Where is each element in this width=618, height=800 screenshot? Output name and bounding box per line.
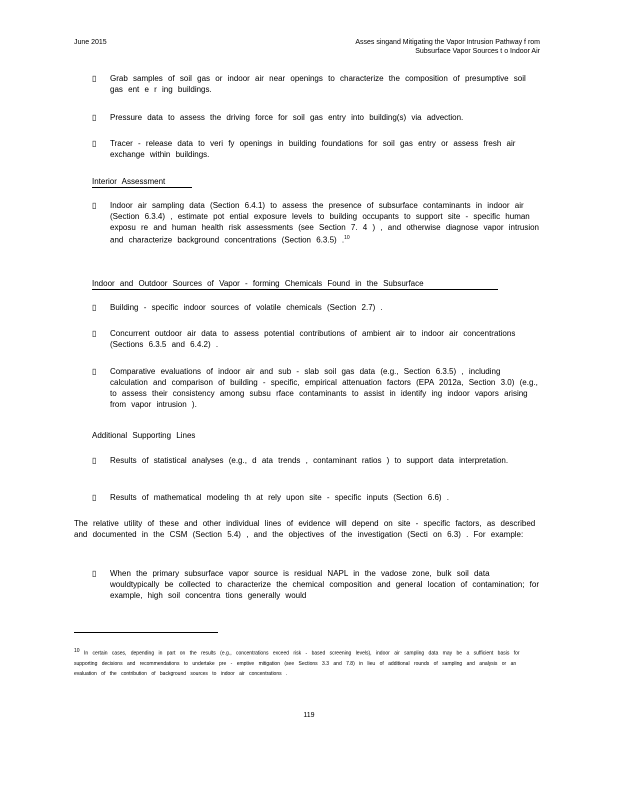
header-title-line2: Subsurface Vapor Sources t o Indoor Air xyxy=(415,48,540,55)
bullet-indoor-air-sampling: Indoor air sampling data (Section 6.4.1) to assess the presence of subsurface contaminants in indoor air (Section 6.3.4) , estimate pot ential exposure levels to building occupants to support site - specific human exposu re and human health risk assessments (see Section 7. 4 ) , and otherwise diagnose vapor intrusion and characterize background concentrations (Section 6.3.5) .$^{10}$ xyxy=(110,201,539,245)
header-title-line1: Asses singand Mitigating the Vapor Intrusion Pathway f rom xyxy=(355,39,540,46)
footnote-marker: 10 xyxy=(74,648,80,654)
bullet-glyph: ▯ xyxy=(92,329,97,338)
bullet-building-specific-sources: Building - specific indoor sources of volatile chemicals (Section 2.7) . xyxy=(110,303,383,312)
bullet-concurrent-outdoor-air: Concurrent outdoor air data to assess potential contributions of ambient air to indoor air concentrations (Sections 6.3.5 and 6.4.2) . xyxy=(110,329,516,349)
page-number: 119 xyxy=(303,712,315,719)
heading-indoor-outdoor-sources: Indoor and Outdoor Sources of Vapor - forming Chemicals Found in the Subsurface xyxy=(92,278,498,290)
footnote-ref[interactable]: 10 xyxy=(344,235,350,241)
footnote-separator xyxy=(74,632,218,633)
bullet-glyph: ▯ xyxy=(92,367,97,376)
heading-interior-assessment: Interior Assessment xyxy=(92,176,192,188)
bullet-glyph: ▯ xyxy=(92,139,97,148)
heading-additional-supporting-lines: Additional Supporting Lines xyxy=(92,431,196,440)
bullet-glyph: ▯ xyxy=(92,456,97,465)
header-date: June 2015 xyxy=(74,39,107,46)
bullet-mathematical-modeling: Results of mathematical modeling th at rely upon site - specific inputs (Section 6.6) . xyxy=(110,493,450,502)
bullet-when-primary-source: When the primary subsurface vapor source is residual NAPL in the vadose zone, bulk soil data wouldtypically be collected to characterize the chemical composition and general location of contamination; for example, high soil concentra tions generally would xyxy=(110,569,539,600)
bullet-glyph: ▯ xyxy=(92,201,97,210)
bullet-pressure-data: Pressure data to assess the driving force for soil gas entry into building(s) via advection. xyxy=(110,113,464,122)
bullet-statistical-analyses: Results of statistical analyses (e.g., d ata trends , contaminant ratios ) to support data interpretation. xyxy=(110,456,509,465)
bullet-glyph: ▯ xyxy=(92,569,97,578)
bullet-glyph: ▯ xyxy=(92,493,97,502)
bullet-glyph: ▯ xyxy=(92,303,97,312)
bullet-tracer-release: Tracer - release data to veri fy openings in building foundations for soil gas entry or assess fresh air exchange within buildings. xyxy=(110,139,516,159)
bullet-glyph: ▯ xyxy=(92,74,97,83)
bullet-glyph: ▯ xyxy=(92,113,97,122)
footnote-10: $^{10}$ In certain cases, depending in part on the results (e.g., concentrations exceed risk - based screening levels), indoor air sampling data may be a sufficient basis for supporting decisions and recommendations to undertake pre - emptive mitigation (see Sections 3.3 and 7.8) in lieu of additional rounds of sampling and analysis or an evaluation of the contribution of background sources to indoor air concentrations . xyxy=(74,648,520,677)
paragraph-relative-utility: The relative utility of these and other individual lines of evidence will depend on site - specific factors, as described and documented in the CSM (Section 5.4) , and the objectives of the investigation (Secti on 6.3) . For example: xyxy=(74,519,536,539)
bullet-comparative-evaluations: Comparative evaluations of indoor air and sub - slab soil gas data (e.g., Section 6.3.5) , including calculation and comparison of building - specific, empirical attenuation factors (EPA 2012a, Section 3.0) (e.g., to assess their consistency among subsu rface contaminants to assist in identify ing indoor vapors arising from vapor intrusion ). xyxy=(110,367,538,409)
bullet-grab-samples: Grab samples of soil gas or indoor air near openings to characterize the composition of presumptive soil gas ent e r ing buildings. xyxy=(110,74,526,94)
